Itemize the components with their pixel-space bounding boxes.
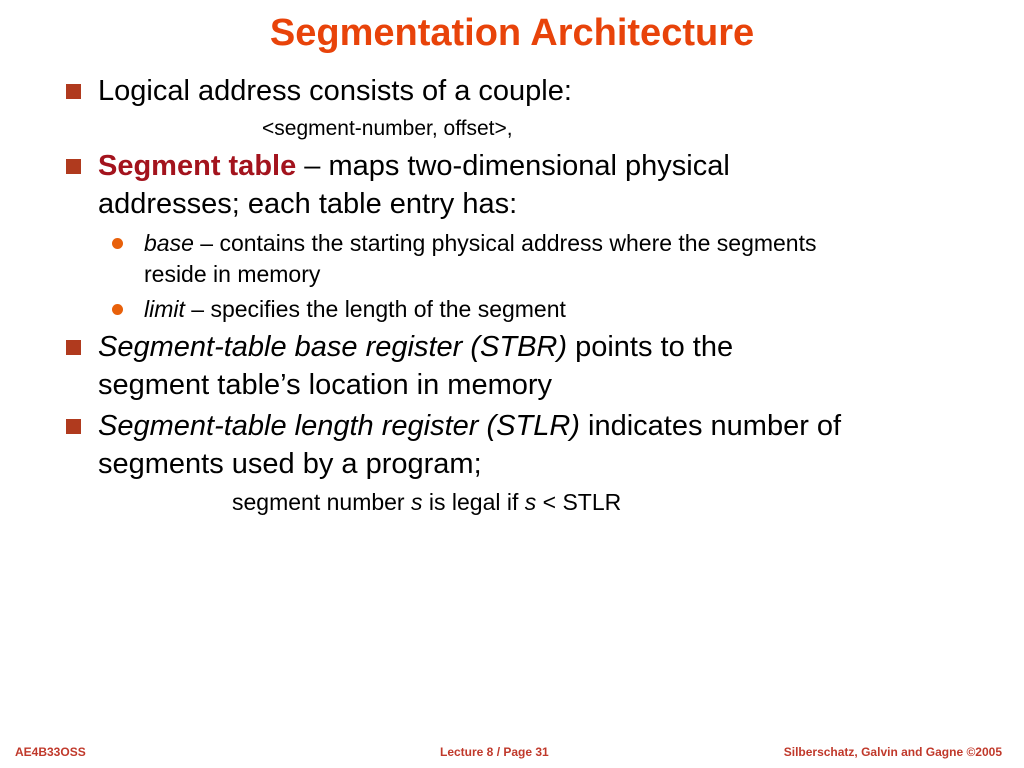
legality-condition xyxy=(232,489,621,516)
stlr-desc-line2: segments used by a program; xyxy=(98,448,482,480)
footer-copyright: Silberschatz, Galvin and Gagne ©2005 xyxy=(783,745,1002,759)
bullet-text xyxy=(98,328,998,404)
square-bullet-icon xyxy=(66,419,81,434)
round-bullet-icon xyxy=(112,304,123,315)
stlr-term: Segment-table length register (STLR) xyxy=(98,410,580,442)
base-desc: – contains the starting physical address where the segments xyxy=(193,230,817,256)
limit-term: limit xyxy=(144,296,185,322)
stbr-desc-line2: segment table’s location in memory xyxy=(98,369,553,401)
square-bullet-icon xyxy=(66,340,81,355)
stbr-term: Segment-table base register (STBR) xyxy=(98,331,568,363)
footer-course: AE4B33OSS xyxy=(15,745,86,759)
stbr-desc: points to the xyxy=(567,331,734,363)
bullet-text xyxy=(98,147,998,223)
stlr-desc: indicates number of xyxy=(579,410,842,442)
sub-bullet-text xyxy=(144,294,994,325)
base-desc-line2: reside in memory xyxy=(144,261,321,287)
limit-desc: – specifies the length of the segment xyxy=(184,296,566,322)
base-term: base xyxy=(144,230,194,256)
segment-table-term: Segment table xyxy=(98,150,297,182)
round-bullet-icon xyxy=(112,238,123,249)
condition-var-s-2: s xyxy=(524,489,537,515)
address-format: <segment-number, offset>, xyxy=(262,117,513,140)
bullet-text xyxy=(98,407,998,483)
condition-prefix: segment number xyxy=(232,489,411,515)
square-bullet-icon xyxy=(66,159,81,174)
condition-suffix: < STLR xyxy=(536,489,622,515)
footer-page: Lecture 8 / Page 31 xyxy=(440,745,549,759)
sub-bullet-text xyxy=(144,228,994,290)
condition-var-s: s xyxy=(410,489,423,515)
square-bullet-icon xyxy=(66,84,81,99)
segment-table-desc: – maps two-dimensional physical xyxy=(296,150,730,182)
bullet-text: Logical address consists of a couple: xyxy=(98,75,572,107)
segment-table-desc-line2: addresses; each table entry has: xyxy=(98,188,518,220)
condition-mid: is legal if xyxy=(422,489,525,515)
slide-title: Segmentation Architecture xyxy=(269,12,755,54)
